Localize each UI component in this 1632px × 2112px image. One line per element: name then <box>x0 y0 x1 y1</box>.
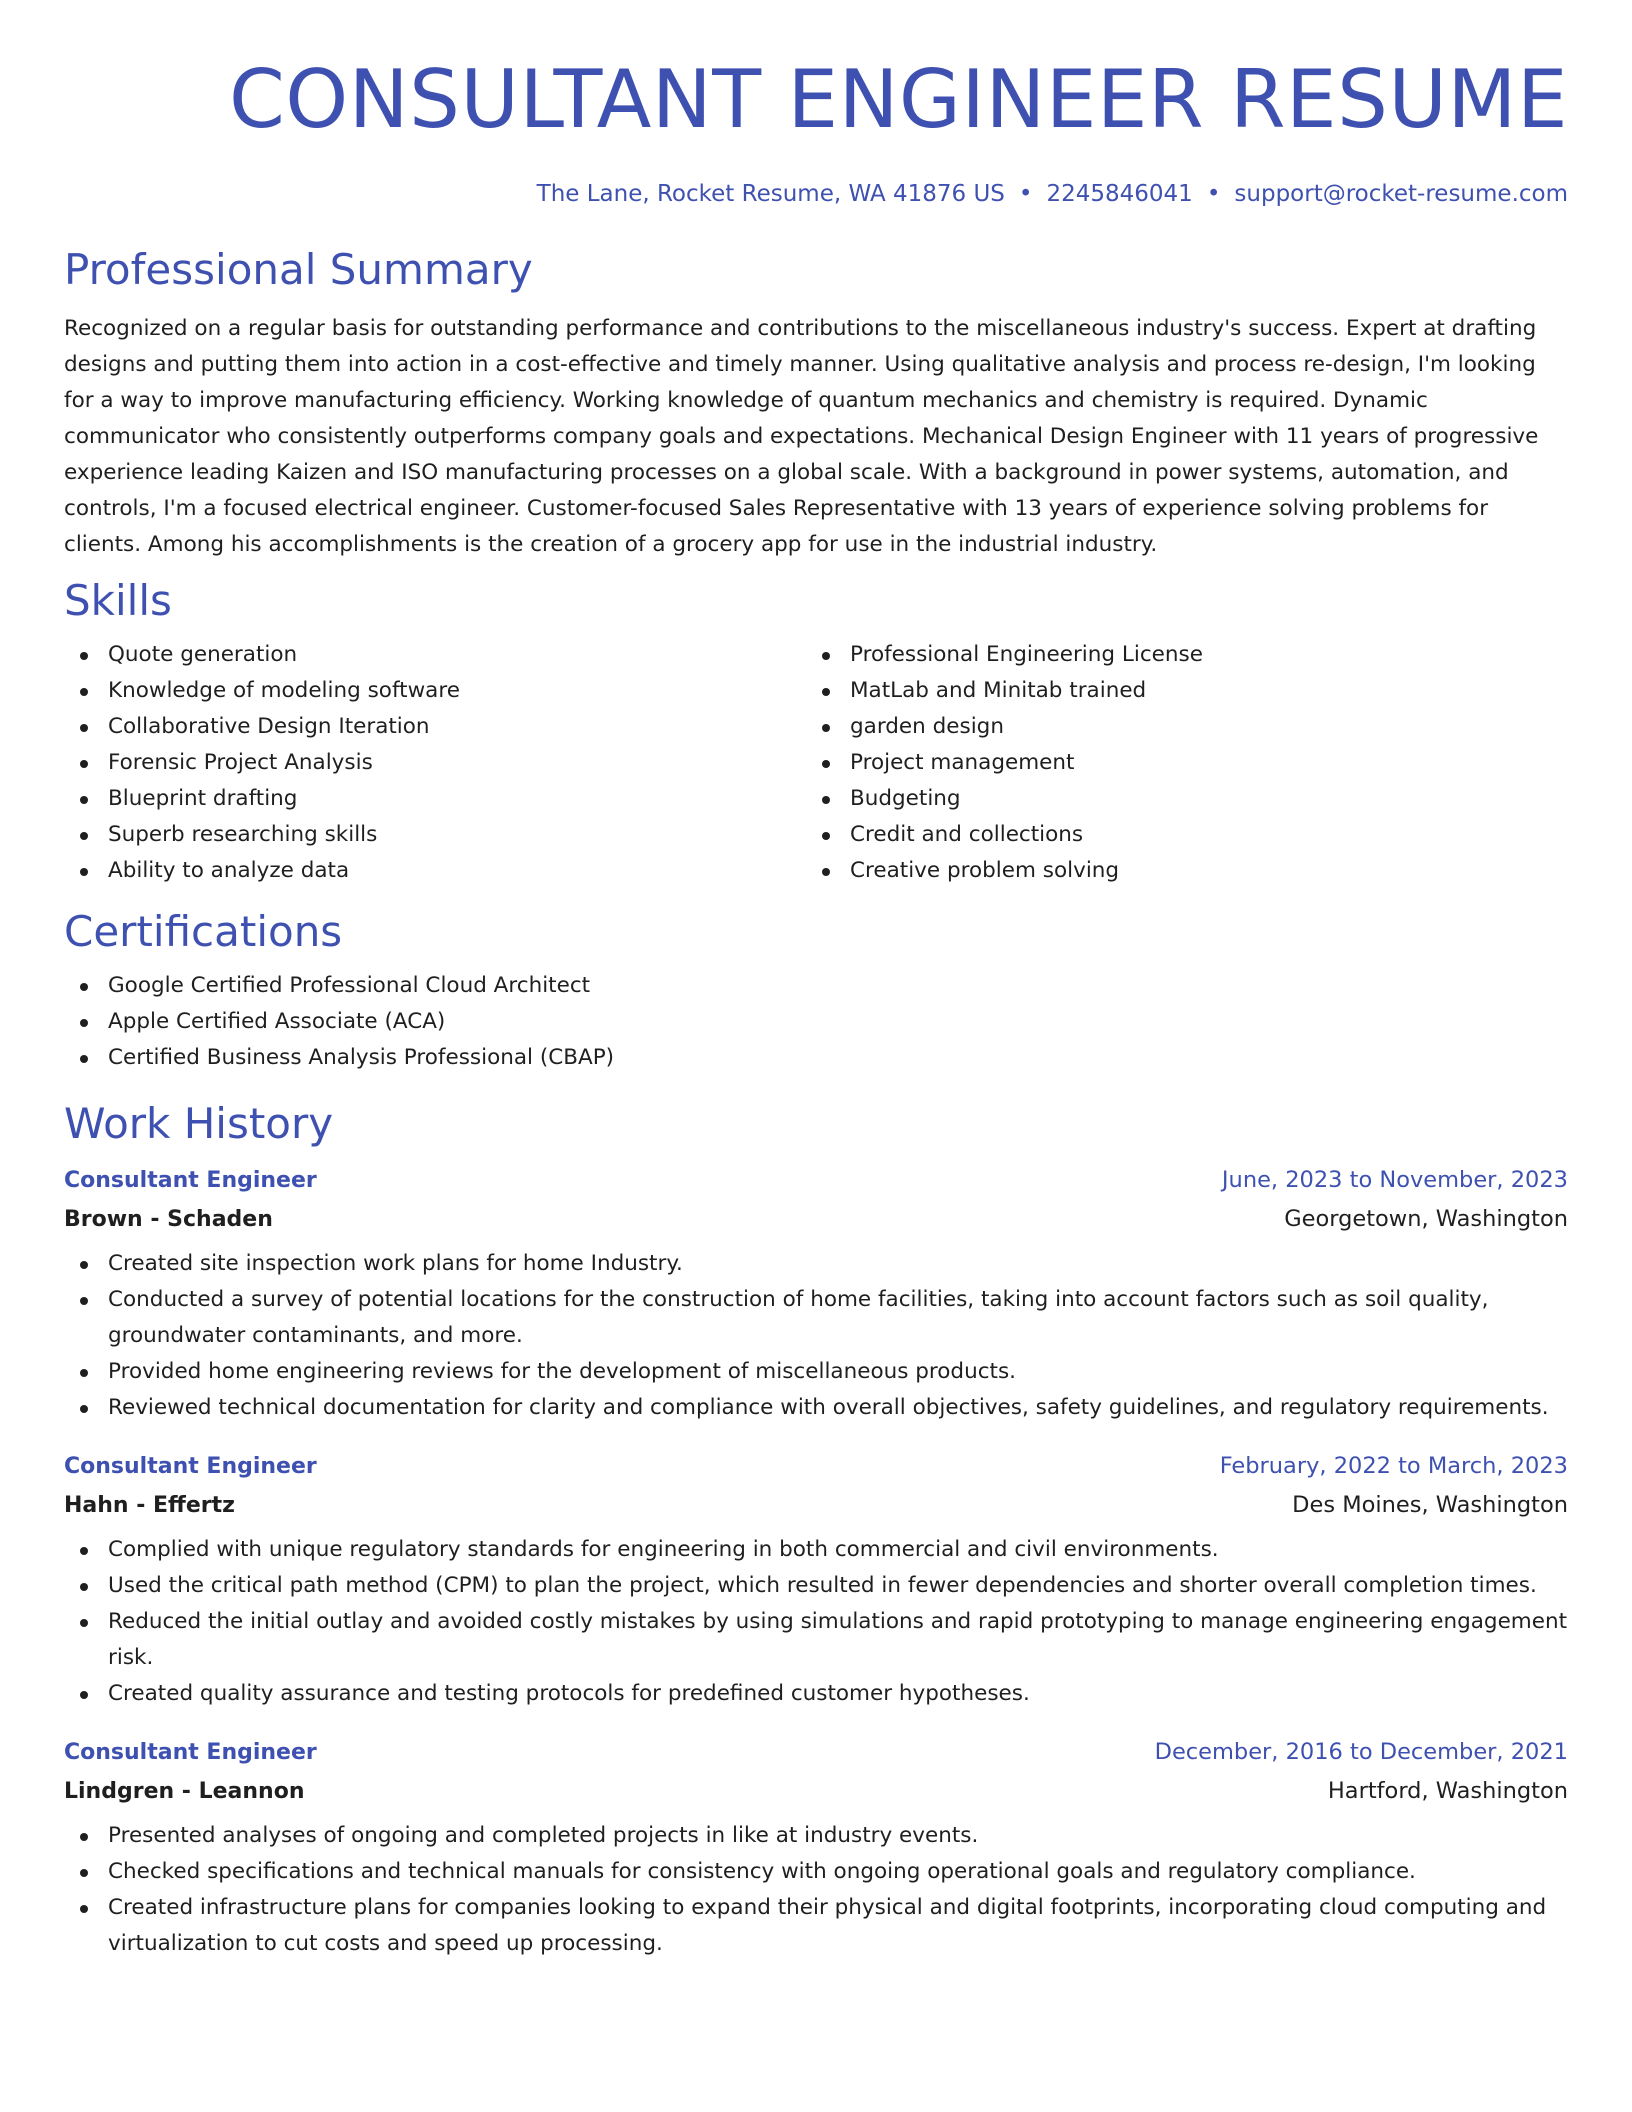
job-title: Consultant Engineer <box>64 1168 317 1193</box>
job-header <box>64 1734 1568 1771</box>
job-title: Consultant Engineer <box>64 1454 317 1479</box>
job-entry <box>64 1448 1568 1712</box>
contact-phone[interactable]: 2245846041 <box>1046 181 1193 207</box>
skill-item: Creative problem solving <box>806 853 1548 889</box>
resume-title: CONSULTANT ENGINEER RESUME <box>228 53 1568 146</box>
skill-item: Knowledge of modeling software <box>64 673 806 709</box>
job-bullet: Used the critical path method (CPM) to plan the project, which resulted in fewer dependencies and shorter overall completion times. <box>64 1568 1568 1604</box>
job-bullet: Checked specifications and technical manuals for consistency with ongoing operational goals and regulatory compliance. <box>64 1854 1568 1890</box>
contact-address: The Lane, Rocket Resume, WA 41876 US <box>536 181 1005 207</box>
job-subheader <box>64 1199 1568 1240</box>
skill-item: Professional Engineering License <box>806 637 1548 673</box>
skill-item: Credit and collections <box>806 817 1548 853</box>
job-subheader <box>64 1485 1568 1526</box>
job-company: Brown - Schaden <box>64 1207 273 1232</box>
job-dates: February, 2022 to March, 2023 <box>1219 1453 1568 1479</box>
certifications-heading: Certifications <box>64 907 343 956</box>
job-bullet: Provided home engineering reviews for the development of miscellaneous products. <box>64 1354 1568 1390</box>
job-title: Consultant Engineer <box>64 1740 317 1765</box>
skill-item: Project management <box>806 745 1548 781</box>
resume-page <box>64 0 1568 1962</box>
contact-separator: • <box>1018 181 1033 207</box>
summary-heading: Professional Summary <box>64 245 533 294</box>
job-bullets <box>64 1532 1568 1712</box>
skills-grid <box>64 637 1568 889</box>
job-dates: December, 2016 to December, 2021 <box>1154 1739 1568 1765</box>
skill-item: Budgeting <box>806 781 1548 817</box>
skills-column-left <box>64 637 806 889</box>
job-bullet: Reduced the initial outlay and avoided costly mistakes by using simulations and rapid prototyping to manage engineering engagement risk. <box>64 1604 1568 1676</box>
job-bullet: Presented analyses of ongoing and completed projects in like at industry events. <box>64 1818 1568 1854</box>
contact-line <box>64 178 1568 210</box>
job-company: Lindgren - Leannon <box>64 1779 305 1804</box>
skill-item: Ability to analyze data <box>64 853 806 889</box>
job-bullets <box>64 1818 1568 1962</box>
job-bullet: Created quality assurance and testing protocols for predefined customer hypotheses. <box>64 1676 1568 1712</box>
skills-list-right <box>806 637 1548 889</box>
contact-email[interactable]: support@rocket-resume.com <box>1234 181 1568 207</box>
job-bullet: Created site inspection work plans for home Industry. <box>64 1246 1568 1282</box>
job-location: Georgetown, Washington <box>1284 1206 1568 1232</box>
skill-item: Quote generation <box>64 637 806 673</box>
contact-separator: • <box>1206 181 1221 207</box>
skill-item: Superb researching skills <box>64 817 806 853</box>
job-bullet: Complied with unique regulatory standards for engineering in both commercial and civil environments. <box>64 1532 1568 1568</box>
job-bullet: Conducted a survey of potential locations for the construction of home facilities, taking into account factors such as soil quality, groundwater contaminants, and more. <box>64 1282 1568 1354</box>
skill-item: garden design <box>806 709 1548 745</box>
skills-list-left <box>64 637 806 889</box>
certifications-list <box>64 968 1568 1076</box>
certification-item: Google Certified Professional Cloud Architect <box>64 968 1568 1004</box>
job-location: Hartford, Washington <box>1327 1778 1568 1804</box>
skill-item: MatLab and Minitab trained <box>806 673 1548 709</box>
job-bullets <box>64 1246 1568 1426</box>
job-dates: June, 2023 to November, 2023 <box>1221 1167 1568 1193</box>
skill-item: Collaborative Design Iteration <box>64 709 806 745</box>
skill-item: Forensic Project Analysis <box>64 745 806 781</box>
job-header <box>64 1448 1568 1485</box>
summary-text: Recognized on a regular basis for outstanding performance and contributions to the miscellaneous industry's success. Expert at drafting designs and putting them into action in a cost-effective and timely manner. Using qualitative analysis and process re-design, I'm looking for a way to improve manufacturing efficiency. Working knowledge of quantum mechanics and chemistry is required. Dynamic communicator who consistently outperforms company goals and expectations. Mechanical Design Engineer with 11 years of progressive experience leading Kaizen and ISO manufacturing processes on a global scale. With a background in power systems, automation, and controls, I'm a focused electrical engineer. Customer-focused Sales Representative with 13 years of experience solving problems for clients. Among his accomplishments is the creation of a grocery app for use in the industrial industry. <box>64 316 1539 557</box>
job-subheader <box>64 1771 1568 1812</box>
job-entry <box>64 1162 1568 1426</box>
certification-item: Apple Certified Associate (ACA) <box>64 1004 1568 1040</box>
certification-item: Certified Business Analysis Professional (CBAP) <box>64 1040 1568 1076</box>
work-history-heading: Work History <box>64 1099 334 1148</box>
job-header <box>64 1162 1568 1199</box>
skill-item: Blueprint drafting <box>64 781 806 817</box>
job-bullet: Reviewed technical documentation for clarity and compliance with overall objectives, safety guidelines, and regulatory requirements. <box>64 1390 1568 1426</box>
job-bullet: Created infrastructure plans for companies looking to expand their physical and digital footprints, incorporating cloud computing and virtualization to cut costs and speed up processing. <box>64 1890 1568 1962</box>
skills-heading: Skills <box>64 576 172 625</box>
job-company: Hahn - Effertz <box>64 1493 235 1518</box>
job-location: Des Moines, Washington <box>1292 1492 1568 1518</box>
job-entry <box>64 1734 1568 1962</box>
skills-column-right <box>806 637 1548 889</box>
